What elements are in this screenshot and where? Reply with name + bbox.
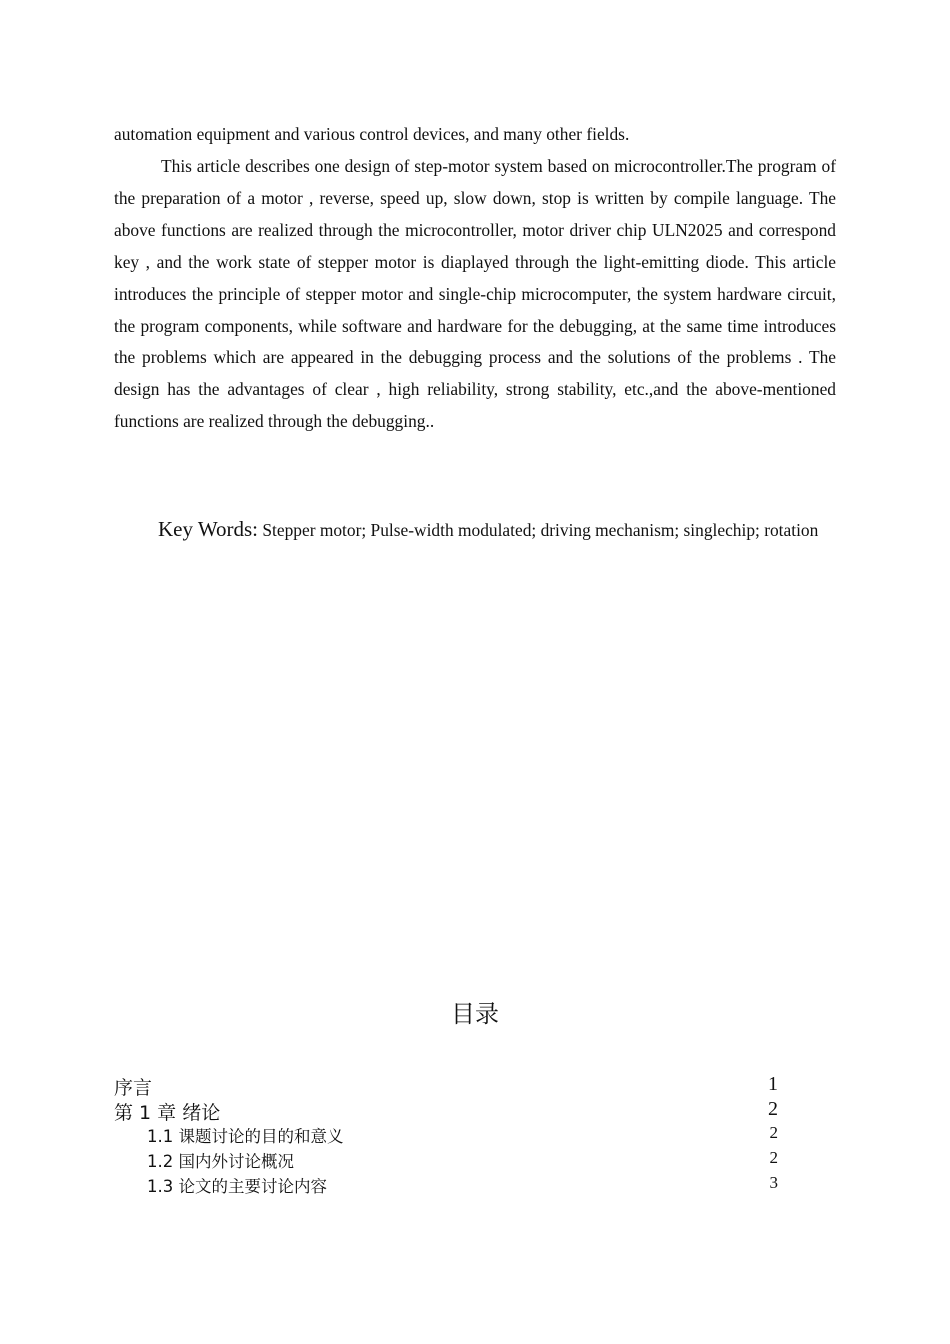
toc-entry-page: 2	[769, 1123, 778, 1142]
toc-entry-label: 第 1 章 绪论	[114, 1102, 221, 1124]
toc-entry-label: 1.2 国内外讨论概况	[147, 1152, 294, 1171]
toc-entry[interactable]	[114, 1148, 778, 1173]
toc-entry[interactable]	[114, 1073, 778, 1098]
keywords-text: Stepper motor; Pulse-width modulated; driving mechanism; singlechip; rotation	[262, 520, 819, 540]
keywords-line	[114, 513, 836, 547]
keywords-label: Key Words:	[158, 517, 258, 541]
abstract-paragraph-continuation: automation equipment and various control devices, and many other fields.	[114, 124, 630, 144]
toc-title: 目录	[451, 1000, 499, 1028]
abstract-paragraph: This article describes one design of step-motor system based on microcontroller.The program of the preparation of a motor , reverse, speed up, slow down, stop is written by compile language. The above functions are realized through the microcontroller, motor driver chip ULN2025 and correspond key , and the work state of stepper motor is diaplayed through the light-emitting diode. This article introduces the principle of stepper motor and single-chip microcomputer, the system hardware circuit, the program components, while software and hardware for the debugging, at the same time introduces the problems which are appeared in the debugging process and the solutions of the problems . The design has the advantages of clear , high reliability, strong stability, etc.,and the above-mentioned functions are realized through the debugging..	[114, 156, 836, 432]
toc-entry-label: 序言	[114, 1077, 153, 1099]
toc-entry-label: 1.1 课题讨论的目的和意义	[147, 1127, 344, 1146]
toc-entry-page: 3	[769, 1173, 778, 1192]
toc-entry-page: 1	[768, 1073, 778, 1095]
toc-entry[interactable]	[114, 1173, 778, 1198]
toc-entry-page: 2	[769, 1148, 778, 1167]
toc-entry-label: 1.3 论文的主要讨论内容	[147, 1177, 327, 1196]
toc-entry[interactable]	[114, 1098, 778, 1123]
table-of-contents	[114, 1073, 778, 1198]
toc-entry-page: 2	[768, 1098, 778, 1120]
toc-entry[interactable]	[114, 1123, 778, 1148]
